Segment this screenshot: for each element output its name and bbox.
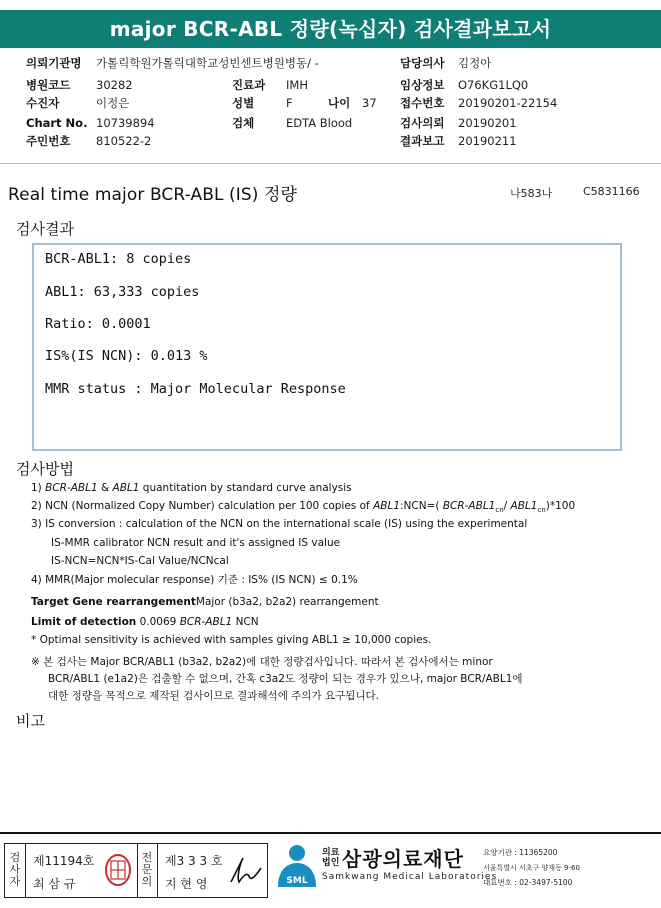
clinical-value: O76KG1LQ0 <box>458 78 529 92</box>
specimen-value: EDTA Blood <box>286 116 353 130</box>
department-label: 진료과 <box>232 78 266 92</box>
method-4: 4) MMR(Major molecular response) 기준 : IS% (IS NCN) ≤ 0.1% <box>31 574 358 586</box>
patient-value: 이정은 <box>96 96 130 110</box>
report-date-value: 20190211 <box>458 134 517 148</box>
institution-row <box>26 56 319 70</box>
lod-unit: NCN <box>232 616 259 628</box>
org-phone: 대표번호 : 02-3497-5100 <box>483 878 573 887</box>
examiner-license: 제11194호 <box>33 854 95 868</box>
method-3-line-2: IS-MMR calibrator NCN result and it's assigned IS value <box>51 537 341 549</box>
age-label: 나이 <box>328 96 351 110</box>
doctor-row <box>400 56 491 70</box>
receipt-row <box>400 96 557 110</box>
test-name: Real time major BCR-ABL (IS) 정량 <box>8 185 298 205</box>
org-prefix: 의료법인 <box>322 848 340 868</box>
rrn-row <box>26 134 151 148</box>
department-row <box>232 78 308 92</box>
receipt-value: 20190201-22154 <box>458 96 558 110</box>
note-line-3: 대한 정량을 목적으로 제작된 검사이므로 결과해석에 주의가 요구됩니다. <box>48 690 379 702</box>
rrn-label: 주민번호 <box>26 134 71 148</box>
method-1 <box>31 482 352 495</box>
sex-label: 성별 <box>232 96 255 110</box>
target-gene-label: Target Gene rearrangement <box>31 596 196 608</box>
specimen-label: 검체 <box>232 116 255 130</box>
method-1-num: 1) <box>31 482 42 494</box>
examiner-label: 검사자 <box>9 851 21 888</box>
method-2-gene: ABL1 <box>373 500 400 512</box>
ward-label: 병동 <box>284 56 308 70</box>
method-2-sub-b: cn <box>537 506 546 515</box>
org-english-name: Samkwang Medical Laboratories <box>322 872 498 882</box>
org-code: 요양기관 : 11365200 <box>483 848 558 857</box>
request-row <box>400 116 517 130</box>
clinical-row <box>400 78 528 92</box>
sex-row <box>232 96 377 110</box>
result-is-percent: IS%(IS NCN): 0.013 % <box>45 348 208 364</box>
method-2-formula-gene-a: BCR-ABL1 <box>442 500 496 512</box>
patient-label: 수진자 <box>26 96 60 110</box>
examiner-seal-icon <box>103 853 133 887</box>
request-label: 검사의뢰 <box>400 116 445 130</box>
examiner-name: 최 삼 규 <box>33 877 76 891</box>
method-2 <box>31 500 575 517</box>
note-line-1: ※ 본 검사는 Major BCR/ABL1 (b3a2, b2a2)에 대한 정량검사입니다. 따라서 본 검사에서는 minor <box>31 656 493 668</box>
result-mmr-status: MMR status : Major Molecular Response <box>45 381 346 397</box>
method-1-gene-b: ABL1 <box>112 482 140 494</box>
method-2-slash: / <box>503 500 511 512</box>
report-title: major BCR-ABL 정량(녹십자) 검사결과보고서 <box>0 10 661 48</box>
institution-label: 의뢰기관명 <box>26 56 82 70</box>
test-code-2: C5831166 <box>583 185 640 198</box>
specialist-signature-icon <box>227 854 265 888</box>
result-bcr-abl1: BCR-ABL1: 8 copies <box>45 251 192 267</box>
lod-row <box>31 616 259 629</box>
note-line-2: BCR/ABL1 (e1a2)은 검출할 수 없으며, 간혹 c3a2도 정량이 되는 경우가 있으나, major BCR/ABL1에 <box>48 673 523 685</box>
target-gene-row <box>31 596 379 609</box>
request-value: 20190201 <box>458 116 517 130</box>
receipt-label: 접수번호 <box>400 96 445 110</box>
chart-label: Chart No. <box>26 116 88 130</box>
method-section-title: 검사방법 <box>16 460 74 478</box>
clinical-label: 임상정보 <box>400 78 445 92</box>
hospital-code-row <box>26 78 133 92</box>
method-2-formula-gene-b: ABL1 <box>510 500 538 512</box>
method-1-text: quantitation by standard curve analysis <box>139 482 352 494</box>
method-3-line-3: IS-NCN=NCN*IS-Cal Value/NCNcal <box>51 555 229 567</box>
rrn-value: 810522-2 <box>96 134 152 148</box>
results-box <box>32 243 622 451</box>
sml-logo-text: SML <box>286 876 308 886</box>
doctor-value: 김정아 <box>458 56 492 70</box>
specialist-license: 제3 3 3 호 <box>165 854 223 868</box>
method-2-sub-a: cn <box>495 506 504 515</box>
report-date-row <box>400 134 517 148</box>
department-value: IMH <box>286 78 308 92</box>
org-address: 서울특별시 서초구 양재동 9-60 <box>483 864 580 872</box>
patient-row <box>26 96 129 110</box>
chart-row <box>26 116 155 130</box>
method-3-line-1: 3) IS conversion : calculation of the NCN on the international scale (IS) using the experimental <box>31 518 528 530</box>
results-section-title: 검사결과 <box>16 220 74 238</box>
report-date-label: 결과보고 <box>400 134 445 148</box>
method-1-gene-a: BCR-ABL1 <box>45 482 98 494</box>
doctor-label: 담당의사 <box>400 56 445 70</box>
ward-value: / - <box>307 56 319 70</box>
age-value: 37 <box>362 96 377 110</box>
sex-value: F <box>286 96 293 110</box>
specimen-row <box>232 116 352 130</box>
chart-value: 10739894 <box>96 116 155 130</box>
hospital-code-label: 병원코드 <box>26 78 71 92</box>
hospital-code-value: 30282 <box>96 78 133 92</box>
result-ratio: Ratio: 0.0001 <box>45 316 151 332</box>
method-2-formula-end: )*100 <box>545 500 576 512</box>
signature-box <box>4 843 268 898</box>
header-divider <box>0 163 661 164</box>
org-name: 삼광의료재단 <box>342 847 464 871</box>
specialist-label: 전문의 <box>141 851 153 888</box>
lod-value: 0.0069 <box>136 616 180 628</box>
method-2-formula-a: :NCN=( <box>400 500 443 512</box>
result-abl1: ABL1: 63,333 copies <box>45 284 200 300</box>
lod-label: Limit of detection <box>31 616 137 628</box>
method-1-amp: & <box>97 482 113 494</box>
footer-divider <box>0 832 661 834</box>
target-gene-value: Major (b3a2, b2a2) rearrangement <box>195 596 379 608</box>
remarks-section-title: 비고 <box>16 712 45 730</box>
sensitivity-note: * Optimal sensitivity is achieved with samples giving ABL1 ≥ 10,000 copies. <box>31 634 432 646</box>
lod-gene: BCR-ABL1 <box>179 616 233 628</box>
method-2-text: 2) NCN (Normalized Copy Number) calculation per 100 copies of <box>31 500 374 512</box>
institution-value: 가톨릭학원가톨릭대학교성빈센트병원 <box>96 56 285 70</box>
sml-logo-icon <box>274 843 320 893</box>
test-code-1: 나583나 <box>510 187 553 200</box>
specialist-name: 지 현 영 <box>165 877 208 891</box>
